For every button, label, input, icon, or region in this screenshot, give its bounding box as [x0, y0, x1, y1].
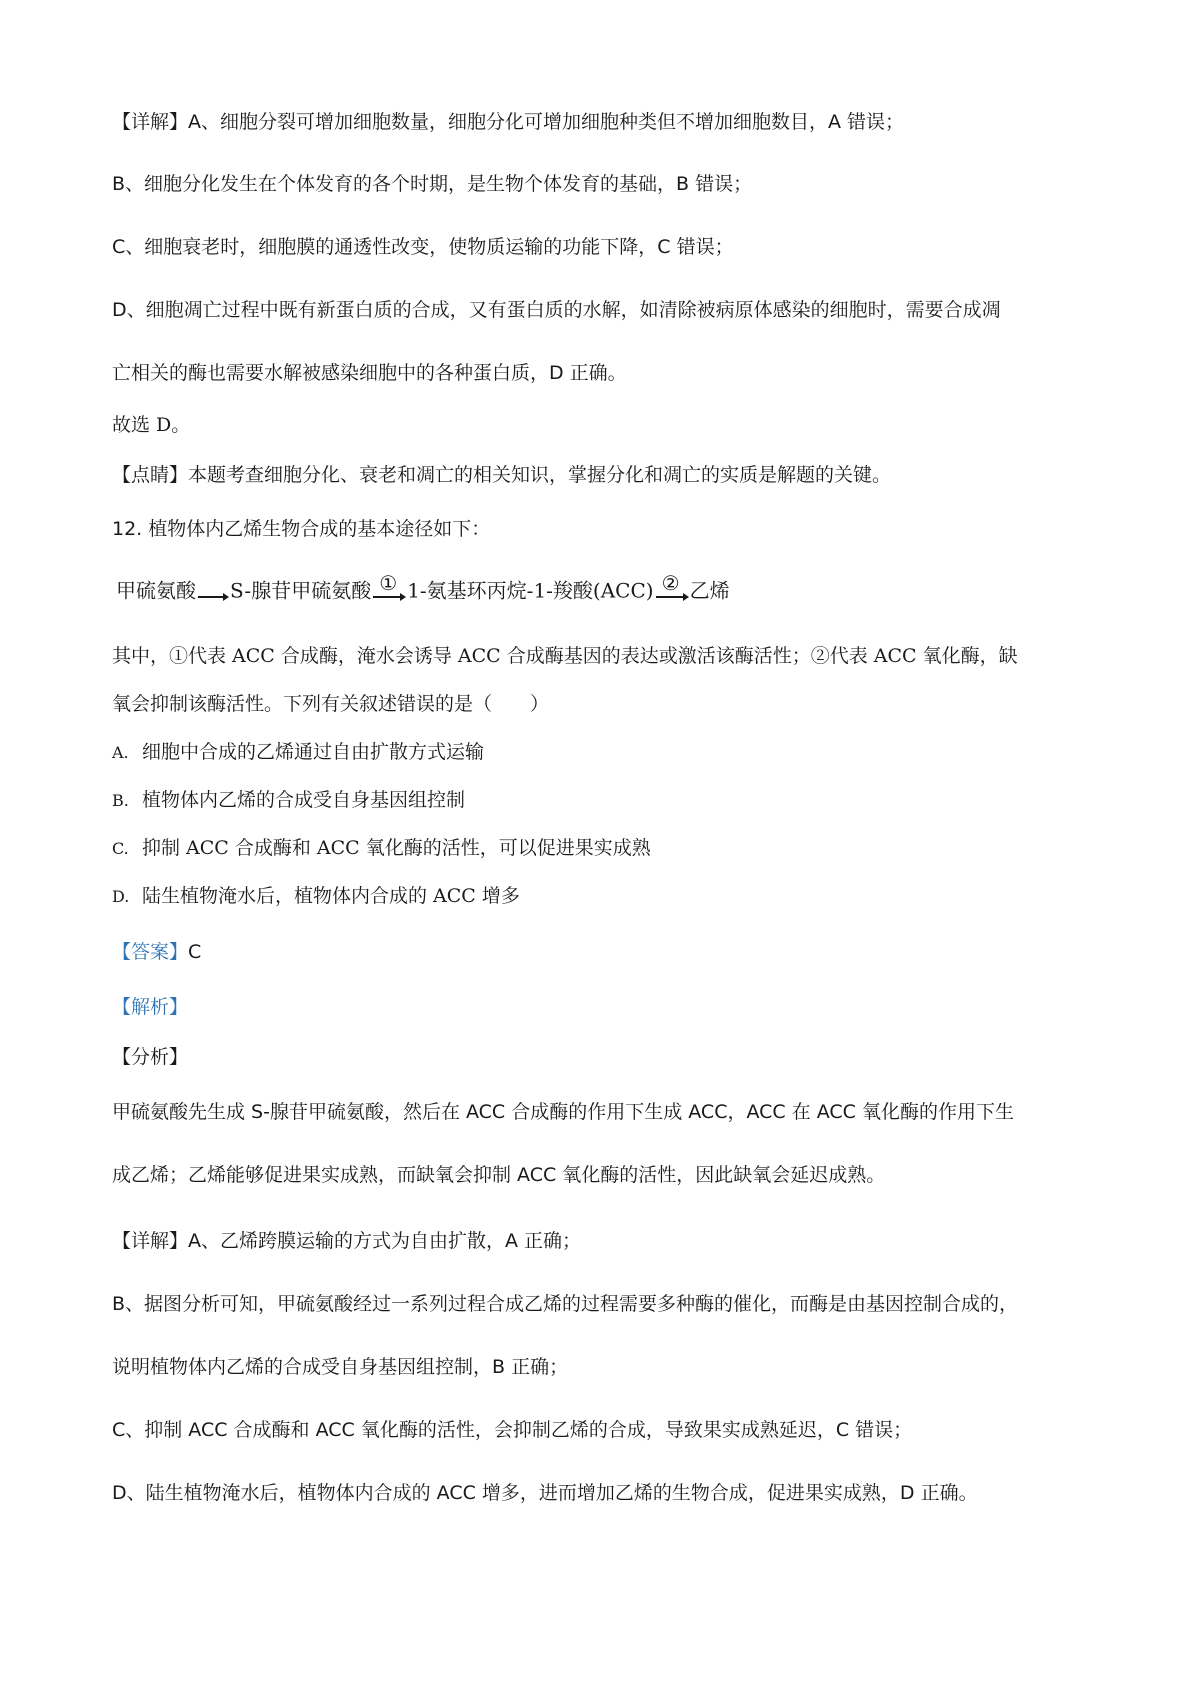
prev-detail-d-line1: D、细胞凋亡过程中既有新蛋白质的合成，又有蛋白质的水解，如清除被病原体感染的细胞时，需要合成凋: [112, 299, 1001, 321]
analysis-label: 【解析】: [112, 996, 189, 1018]
pathway-arrow-1: [371, 570, 407, 608]
option-text: 细胞中合成的乙烯通过自由扩散方式运输: [142, 741, 485, 763]
pathway-step-ethylene: 乙烯: [689, 578, 730, 603]
option-b[interactable]: [112, 786, 465, 815]
pathway-label-2: ②: [661, 570, 680, 595]
option-text: 抑制 ACC 合成酶和 ACC 氧化酶的活性，可以促进果实成熟: [142, 837, 651, 859]
pathway-step-sam: S-腺苷甲硫氨酸: [230, 578, 372, 603]
answer-line: [112, 938, 201, 966]
option-letter: B.: [112, 791, 129, 810]
ethylene-pathway: [116, 572, 730, 608]
option-a[interactable]: [112, 738, 484, 767]
prev-choice: 故选 D。: [112, 414, 191, 436]
question-desc-line2: 氧会抑制该酶活性。下列有关叙述错误的是（ ）: [112, 693, 550, 715]
option-d[interactable]: [112, 882, 520, 911]
prev-detail-d-line2: 亡相关的酶也需要水解被感染细胞中的各种蛋白质，D 正确。: [112, 362, 627, 384]
question-stem: 12. 植物体内乙烯生物合成的基本途径如下：: [112, 518, 491, 540]
prev-comment: 【点睛】本题考查细胞分化、衰老和凋亡的相关知识，掌握分化和凋亡的实质是解题的关键。: [112, 464, 892, 486]
answer-detail-d: D、陆生植物淹水后，植物体内合成的 ACC 增多，进而增加乙烯的生物合成，促进果实成熟，D 正确。: [112, 1482, 978, 1504]
answer-detail-b-line2: 说明植物体内乙烯的合成受自身基因组控制，B 正确；: [112, 1356, 569, 1378]
option-letter: A.: [112, 743, 129, 762]
question-desc-line1: 其中，①代表 ACC 合成酶，淹水会诱导 ACC 合成酶基因的表达或激活该酶活性；②代表 ACC 氧化酶，缺: [112, 645, 1018, 667]
option-c[interactable]: [112, 834, 651, 863]
analysis-line1: 甲硫氨酸先生成 S-腺苷甲硫氨酸，然后在 ACC 合成酶的作用下生成 ACC，ACC 在 ACC 氧化酶的作用下生: [112, 1101, 1014, 1123]
pathway-label-1: ①: [379, 570, 398, 595]
pathway-arrow-2: [654, 570, 690, 608]
answer-detail-a: 【详解】A、乙烯跨膜运输的方式为自由扩散，A 正确；: [112, 1230, 582, 1252]
analysis-line2: 成乙烯；乙烯能够促进果实成熟，而缺氧会抑制 ACC 氧化酶的活性，因此缺氧会延迟成熟。: [112, 1164, 886, 1186]
option-text: 植物体内乙烯的合成受自身基因组控制: [142, 789, 466, 811]
option-text: 陆生植物淹水后，植物体内合成的 ACC 增多: [142, 885, 520, 907]
answer-label: 【答案】: [112, 941, 189, 963]
analysis-heading: 【分析】: [112, 1046, 189, 1068]
answer-detail-b-line1: B、据图分析可知，甲硫氨酸经过一系列过程合成乙烯的过程需要多种酶的催化，而酶是由基因控制合成的，: [112, 1293, 1019, 1315]
answer-value: C: [188, 941, 202, 963]
prev-detail-b: B、细胞分化发生在个体发育的各个时期，是生物个体发育的基础，B 错误；: [112, 173, 753, 195]
pathway-step-acc: 1-氨基环丙烷-1-羧酸(ACC): [407, 578, 654, 603]
option-letter: C.: [112, 839, 129, 858]
pathway-step-methionine: 甲硫氨酸: [116, 578, 196, 603]
option-letter: D.: [112, 887, 130, 906]
prev-detail-c: C、细胞衰老时，细胞膜的通透性改变，使物质运输的功能下降，C 错误；: [112, 236, 734, 258]
answer-detail-c: C、抑制 ACC 合成酶和 ACC 氧化酶的活性，会抑制乙烯的合成，导致果实成熟延迟，C 错误；: [112, 1419, 913, 1441]
pathway-arrow-icon: [196, 574, 230, 608]
prev-detail-a: 【详解】A、细胞分裂可增加细胞数量，细胞分化可增加细胞种类但不增加细胞数目，A 错误；: [112, 111, 905, 133]
